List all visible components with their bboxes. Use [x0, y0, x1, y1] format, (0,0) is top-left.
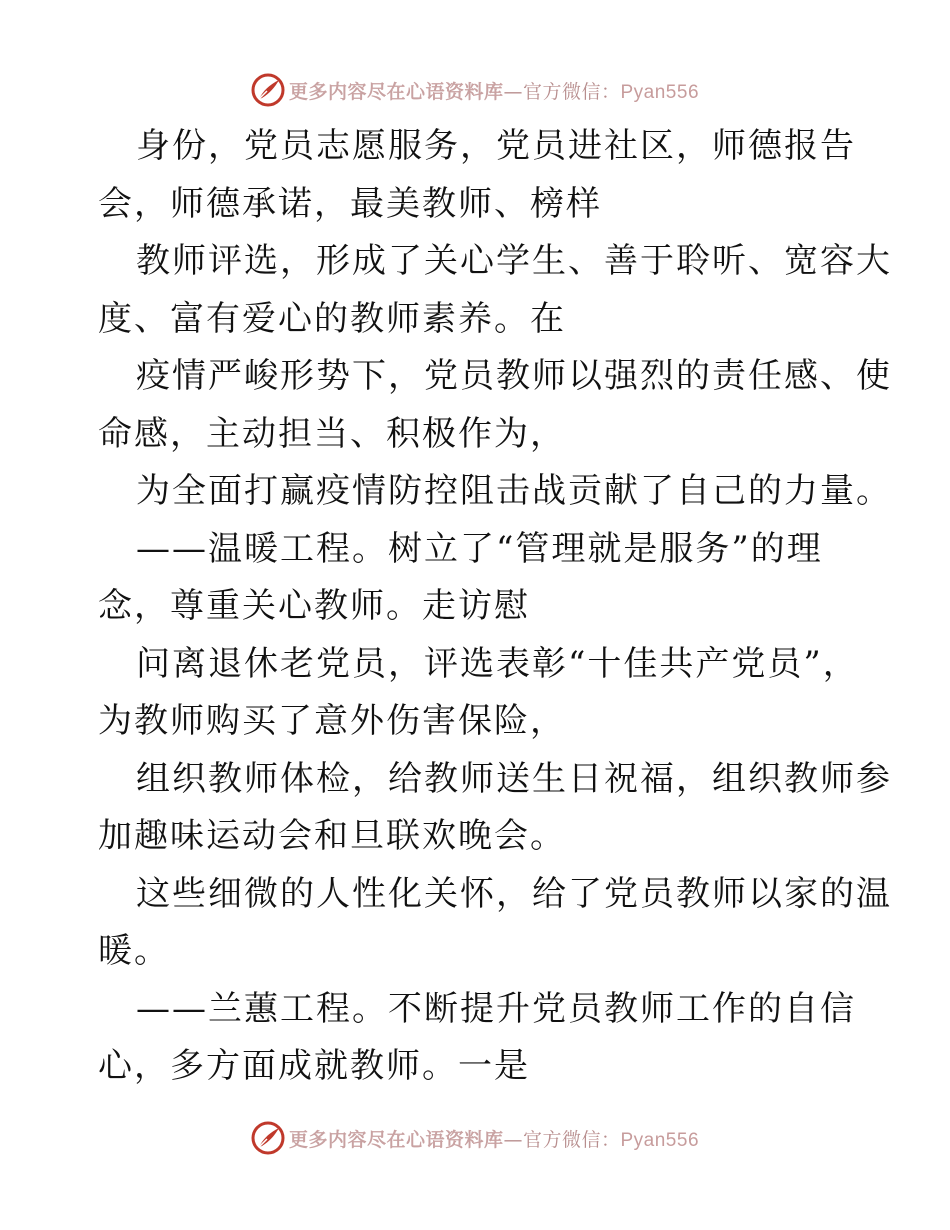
text-line: 组织教师体检，给教师送生日祝福，组织教师参	[136, 758, 892, 799]
banner-title: 更多内容尽在心语资料库	[288, 1128, 504, 1151]
text-line: 念，尊重关心教师。走访慰	[98, 586, 530, 626]
text-line: 命感，主动担当、积极作为，	[98, 413, 566, 454]
text-line: 问离退休老党员，评选表彰“十佳共产党员”，	[136, 643, 859, 684]
text-line: ——兰蕙工程。不断提升党员教师工作的自信	[136, 988, 856, 1029]
text-line: 为教师购买了意外伤害保险，	[98, 701, 566, 741]
banner-text	[289, 77, 699, 104]
text-line: 暖。	[98, 931, 170, 971]
text-line: 度、富有爱心的教师素养。在	[98, 298, 566, 339]
text-line: 这些细微的人性化关怀，给了党员教师以家的温	[136, 873, 892, 914]
banner-wechat-id: Pyan556	[620, 81, 700, 103]
banner-text	[289, 1125, 699, 1152]
quill-logo-icon	[251, 73, 285, 107]
document-body	[98, 118, 892, 1096]
footer-banner	[0, 1118, 950, 1158]
text-line: 为全面打赢疫情防控阻击战贡献了自己的力量。	[136, 471, 892, 511]
text-line: 教师评选，形成了关心学生、善于聆听、宽容大	[136, 241, 892, 281]
text-line: 会，师德承诺，最美教师、榜样	[98, 183, 602, 224]
banner-wechat-label: 官方微信：	[522, 80, 621, 103]
banner-title: 更多内容尽在心语资料库	[288, 80, 504, 103]
banner-wechat-id: Pyan556	[620, 1129, 700, 1151]
text-line: 疫情严峻形势下，党员教师以强烈的责任感、使	[136, 356, 892, 396]
text-line: 心，多方面成就教师。一是	[98, 1046, 530, 1086]
banner-dash: —	[503, 80, 523, 103]
text-line: 身份，党员志愿服务，党员进社区，师德报告	[136, 126, 856, 166]
quill-logo-icon	[251, 1121, 285, 1155]
banner-dash: —	[503, 1128, 523, 1151]
banner-wechat-label: 官方微信：	[522, 1128, 621, 1151]
text-line: ——温暖工程。树立了“管理就是服务”的理	[136, 528, 823, 569]
header-banner	[0, 70, 950, 110]
text-line: 加趣味运动会和旦联欢晚会。	[98, 816, 566, 856]
